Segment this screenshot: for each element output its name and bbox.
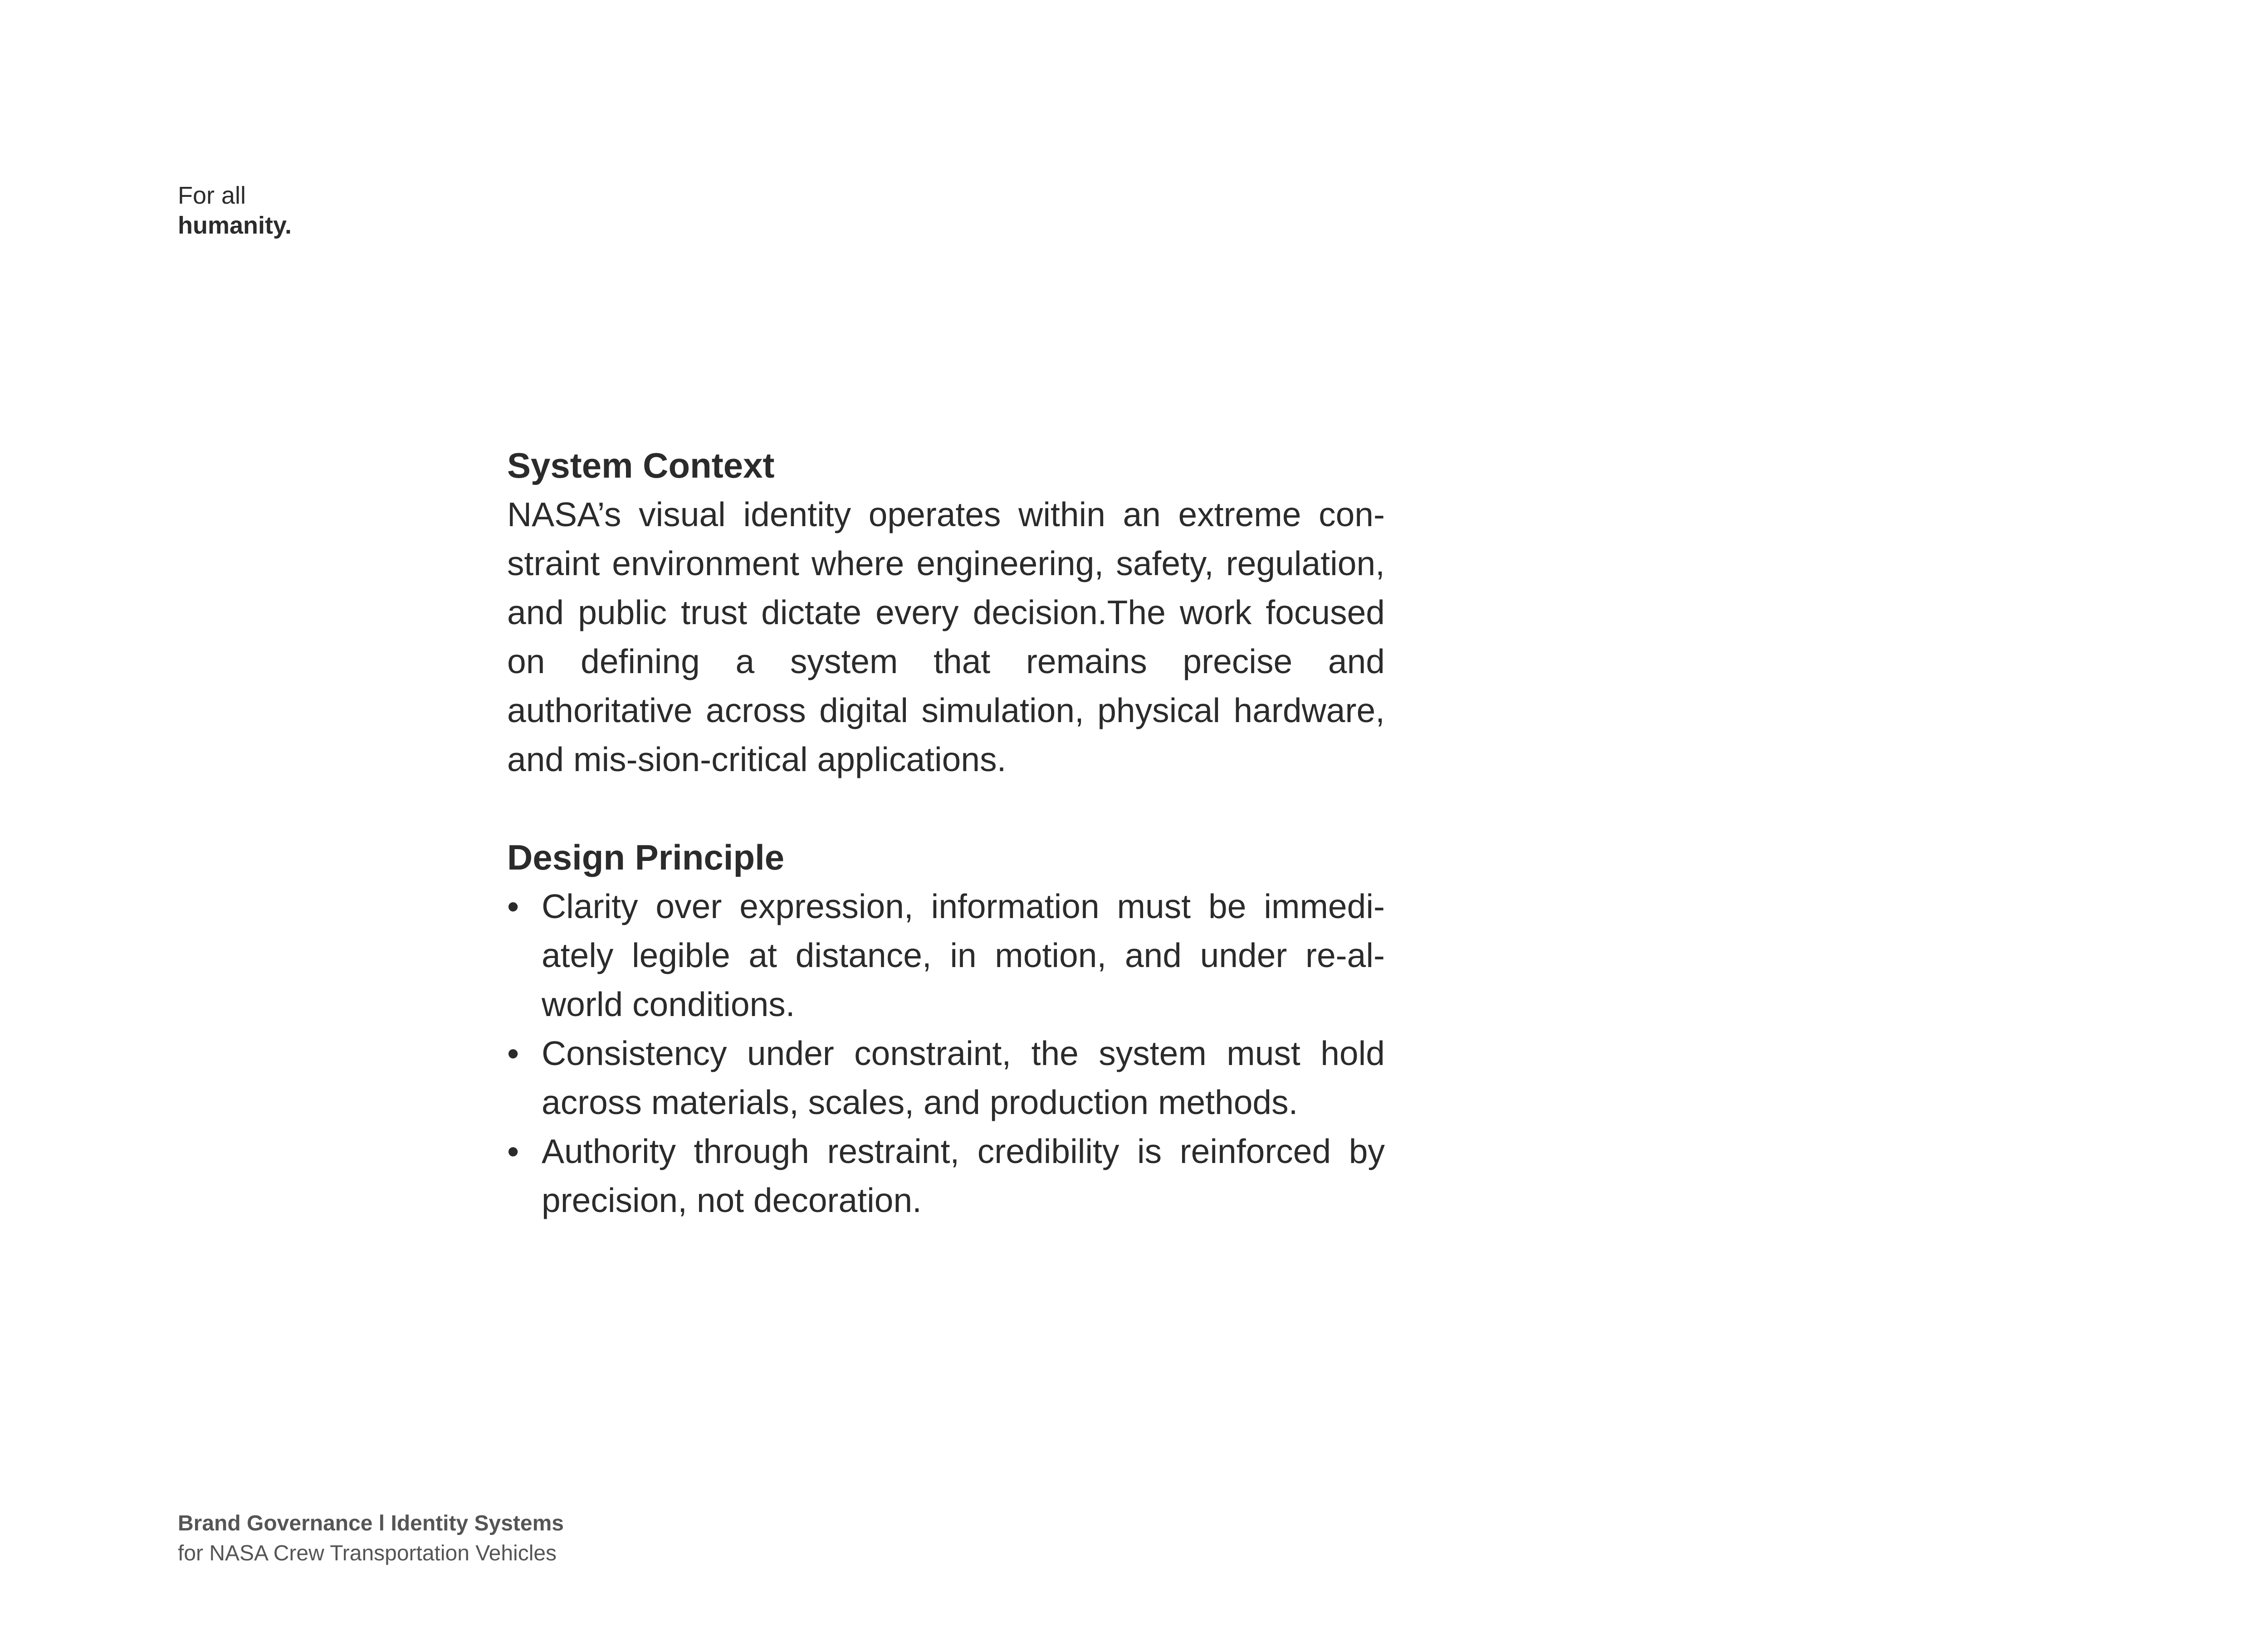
section-spacer: [507, 784, 1385, 833]
design-principle-title: Design Principle: [507, 837, 785, 877]
main-content: [507, 441, 1385, 1225]
system-context-title: System Context: [507, 445, 775, 485]
bullet-icon: •: [507, 1034, 519, 1072]
list-item-text: Authority through restraint, credibility is reinforced by precision, not decoration.: [542, 1132, 1385, 1219]
tagline: [178, 181, 292, 240]
tagline-line2: humanity.: [178, 212, 292, 239]
list-item-text: Clarity over expression, information must be immedi-ately legible at distance, in motion, and under re-al-world conditions.: [542, 887, 1385, 1023]
footer-project-title: Brand Governance l Identity Systems: [178, 1511, 564, 1535]
list-item: [507, 1029, 1385, 1127]
footer-project-subtitle: for NASA Crew Transportation Vehicles: [178, 1541, 557, 1565]
list-item-text: Consistency under constraint, the system must hold across materials, scales, and production methods.: [542, 1034, 1385, 1121]
bullet-icon: •: [507, 1132, 519, 1170]
footer-project-info: [178, 1509, 564, 1569]
tagline-line1: For all: [178, 182, 246, 209]
list-item: [507, 1127, 1385, 1225]
list-item: [507, 882, 1385, 1029]
bullet-icon: •: [507, 887, 519, 925]
system-context-body: NASA’s visual identity operates within an extreme con-straint environment where engineering, safety, regulation, and public trust dictate every decision.The work focused on defining a system that remains precise and authoritative across digital simulation, physical hardware, and mis-sion-critical applications.: [507, 495, 1385, 778]
design-principle-list: [507, 882, 1385, 1225]
